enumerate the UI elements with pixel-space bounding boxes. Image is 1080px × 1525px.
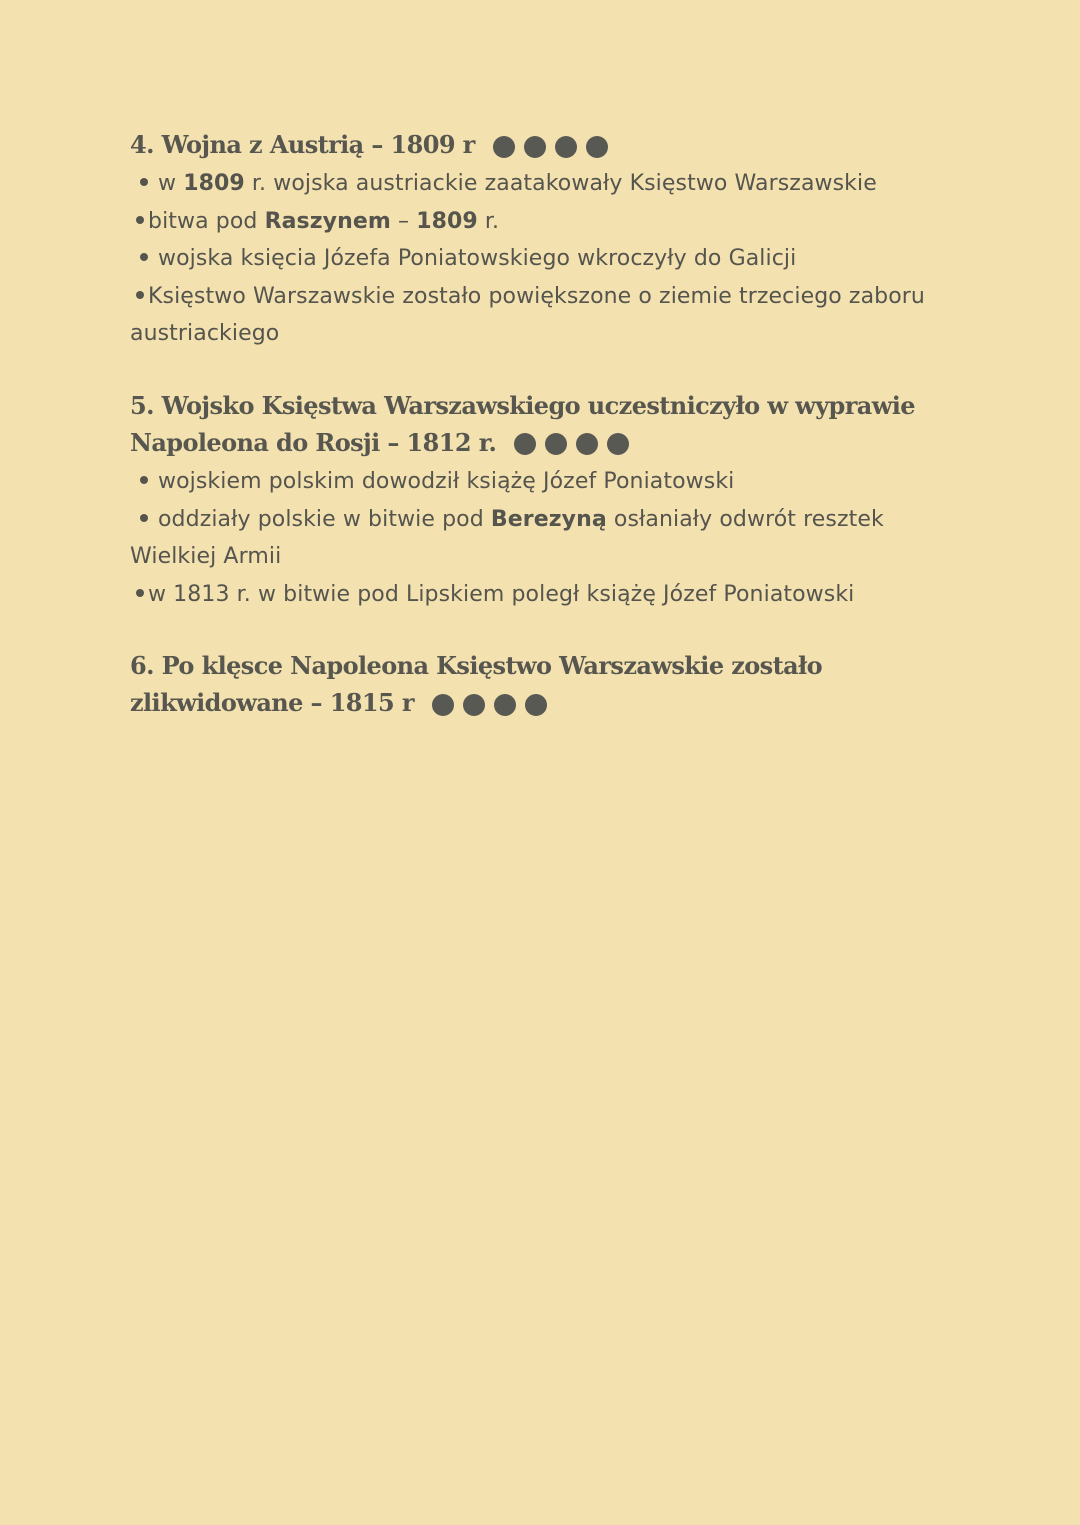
list-item: wojskiem polskim dowodził książę Józef Poniatowski xyxy=(130,463,930,501)
bullet-icon xyxy=(140,514,148,522)
section-heading: 6. Po klęsce Napoleona Księstwo Warszawskie zostało zlikwidowane – 1815 r xyxy=(130,647,930,723)
list-item: w 1813 r. w bitwie pod Lipskiem poległ książę Józef Poniatowski xyxy=(130,576,930,614)
dot-icon xyxy=(494,694,516,716)
bullet-icon xyxy=(136,589,144,597)
importance-dots xyxy=(514,424,638,461)
list-item: w 1809 r. wojska austriackie zaatakowały Księstwo Warszawskie xyxy=(130,165,930,203)
list-item: oddziały polskie w bitwie pod Berezyną osłaniały odwrót resztek xyxy=(130,501,930,539)
section-duchy-dissolved xyxy=(130,647,930,723)
dot-icon xyxy=(514,433,536,455)
section-war-with-austria xyxy=(130,126,930,353)
section-russian-campaign xyxy=(130,387,930,613)
list-item-continuation: Wielkiej Armii xyxy=(130,544,282,570)
dot-icon xyxy=(493,136,515,158)
bullet-icon xyxy=(136,216,144,224)
section-heading: 5. Wojsko Księstwa Warszawskiego uczestniczyło w wyprawie Napoleona do Rosji – 1812 r. xyxy=(130,387,930,463)
importance-dots xyxy=(493,126,617,163)
dot-icon xyxy=(545,433,567,455)
section-heading: 4. Wojna z Austrią – 1809 r xyxy=(130,126,930,165)
bullet-icon xyxy=(140,476,148,484)
bullet-icon xyxy=(136,291,144,299)
dot-icon xyxy=(586,136,608,158)
dot-icon xyxy=(576,433,598,455)
dot-icon xyxy=(524,136,546,158)
dot-icon xyxy=(432,694,454,716)
dot-icon xyxy=(555,136,577,158)
bullet-icon xyxy=(140,253,148,261)
list-item-continuation: austriackiego xyxy=(130,321,280,347)
list-item: bitwa pod Raszynem – 1809 r. xyxy=(130,203,930,241)
importance-dots xyxy=(432,684,556,721)
dot-icon xyxy=(463,694,485,716)
bullet-icon xyxy=(140,178,148,186)
list-item: wojska księcia Józefa Poniatowskiego wkroczyły do Galicji xyxy=(130,240,930,278)
document-page xyxy=(130,126,930,757)
dot-icon xyxy=(525,694,547,716)
list-item: Księstwo Warszawskie zostało powiększone o ziemie trzeciego zaboru xyxy=(130,278,930,316)
dot-icon xyxy=(607,433,629,455)
